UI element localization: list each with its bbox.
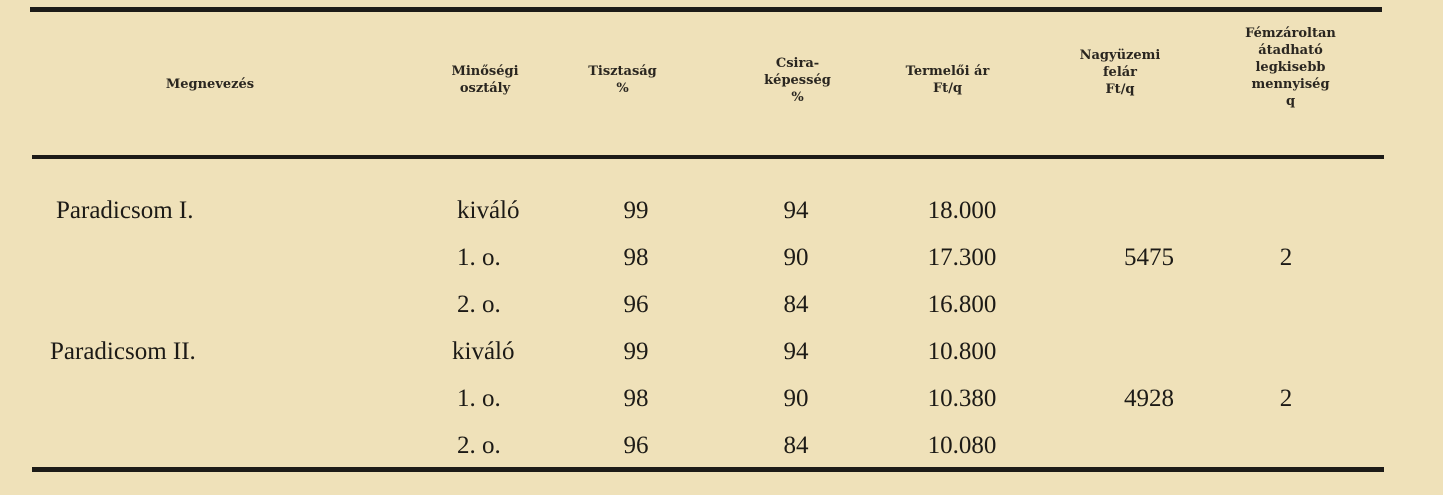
min-quantity-cell: 2: [1279, 244, 1293, 271]
quality-cell: 1. o.: [457, 385, 501, 412]
germination-cell: 90: [783, 244, 809, 271]
surcharge-cell: 4928: [1124, 385, 1174, 412]
price-cell: 16.800: [927, 291, 997, 318]
header-purity: Tisztaság %: [588, 64, 657, 96]
purity-cell: 99: [623, 338, 649, 365]
germination-cell: 84: [783, 291, 809, 318]
price-cell: 17.300: [927, 244, 997, 271]
header-name: Megnevezés: [165, 77, 255, 92]
quality-cell: kiváló: [457, 197, 520, 224]
header-min-quantity: Fémzároltan átadható legkisebb mennyiség q: [1245, 26, 1336, 109]
purity-cell: 98: [623, 385, 649, 412]
bottom-rule: [32, 467, 1384, 472]
purity-cell: 98: [623, 244, 649, 271]
header-germination: Csira- képesség %: [764, 56, 831, 105]
germination-cell: 94: [783, 197, 809, 224]
germination-cell: 90: [783, 385, 809, 412]
price-cell: 18.000: [927, 197, 997, 224]
quality-cell: 2. o.: [457, 432, 501, 459]
top-rule: [30, 7, 1382, 12]
price-cell: 10.080: [927, 432, 997, 459]
quality-cell: 1. o.: [457, 244, 501, 271]
purity-cell: 96: [623, 291, 649, 318]
header-bulk-surcharge: Nagyüzemi felár Ft/q: [1079, 48, 1161, 97]
purity-cell: 96: [623, 432, 649, 459]
header-rule: [32, 155, 1384, 159]
surcharge-cell: 5475: [1124, 244, 1174, 271]
quality-cell: kiváló: [452, 338, 515, 365]
quality-cell: 2. o.: [457, 291, 501, 318]
group-name: Paradicsom II.: [50, 338, 196, 365]
header-producer-price: Termelői ár Ft/q: [905, 64, 990, 96]
germination-cell: 84: [783, 432, 809, 459]
germination-cell: 94: [783, 338, 809, 365]
purity-cell: 99: [623, 197, 649, 224]
price-cell: 10.380: [927, 385, 997, 412]
group-name: Paradicsom I.: [56, 197, 194, 224]
header-quality: Minőségi osztály: [451, 64, 519, 96]
price-cell: 10.800: [927, 338, 997, 365]
min-quantity-cell: 2: [1279, 385, 1293, 412]
